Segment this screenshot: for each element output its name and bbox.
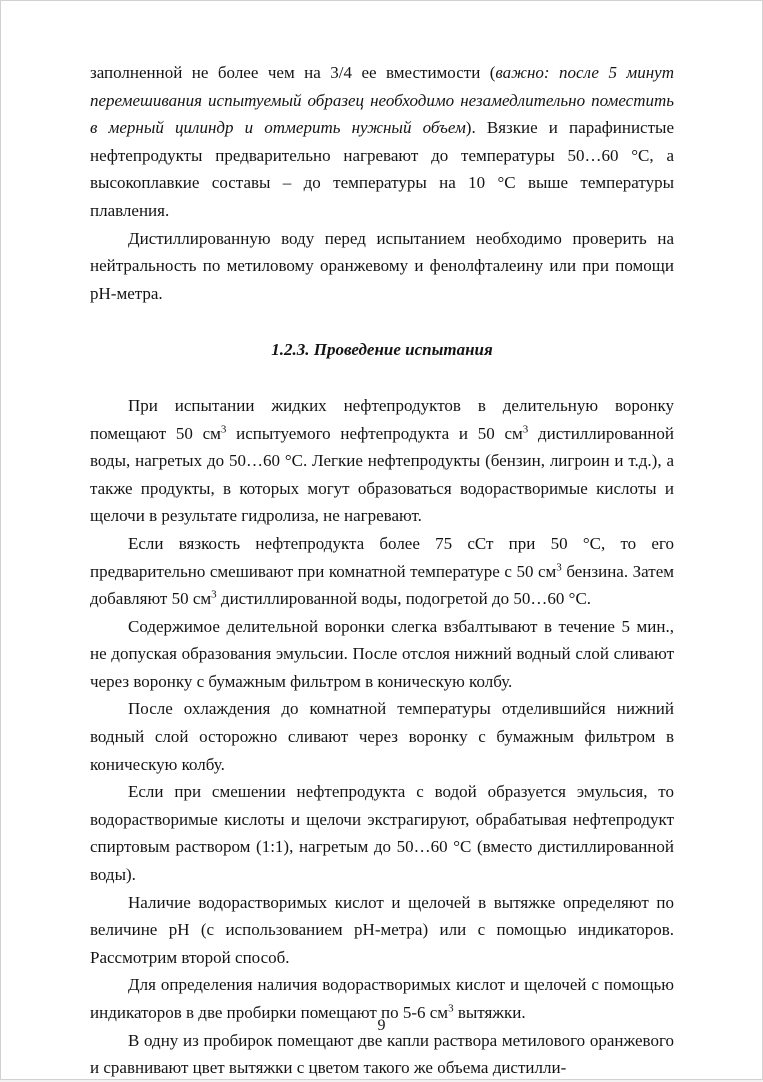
- section-heading: 1.2.3. Проведение испытания: [271, 340, 493, 360]
- text-segment: бензина. Затем добавляют 50 см: [90, 561, 674, 609]
- superscript: 3: [556, 560, 562, 573]
- text-segment: испытуемого нефтепродукта и 50 см: [226, 423, 523, 443]
- text-segment: После охлаждения до комнатной температуры отделившийся нижний водный слой осторожно сливают через воронку с бумажным фильтром в коническую колбу.: [90, 699, 674, 774]
- paragraph: [90, 613, 674, 696]
- paragraph: [90, 392, 674, 530]
- text-segment: дистиллированной воды, нагретых до 50…60 °С. Легкие нефтепродукты (бензин, лигроин и т.д.), а также продукты, в которых могут образоваться водорастворимые кислоты и щелочи в результате гидролиза, не нагревают.: [90, 423, 675, 526]
- text-segment: заполненной не более чем на 3/4 ее вместимости (: [90, 63, 496, 82]
- text-segment: ). Вязкие и парафинистые нефтепродукты предварительно нагревают до температуры 50…60 °С, а высокоплавкие составы – до температуры на 10 °С выше температуры плавления.: [90, 118, 674, 220]
- superscript: 3: [448, 1002, 454, 1015]
- paragraph: [90, 225, 674, 308]
- page-number: 9: [377, 1017, 386, 1034]
- superscript: 3: [211, 588, 217, 601]
- document-body: [90, 59, 674, 1082]
- text-segment: Дистиллированную воду перед испытанием необходимо проверить на нейтральность по метиловому оранжевому и фенолфталеину или при помощи рН-метра.: [90, 228, 674, 303]
- text-segment: Наличие водорастворимых кислот и щелочей в вытяжке определяют по величине рН (с использованием рН-метра) или с помощью индикаторов. Рассмотрим второй способ.: [90, 892, 674, 967]
- text-segment: дистиллированной воды, подогретой до 50…60 °С.: [216, 589, 592, 609]
- text-segment: важно: после 5 минут перемешивания испытуемый образец необходимо незамедлительно поместить в мерный цилиндр и отмерить нужный объем: [90, 63, 675, 138]
- paragraph: [90, 59, 674, 225]
- text-segment: При испытании жидких нефтепродуктов в делительную воронку помещают 50 см: [90, 395, 674, 443]
- text-segment: Содержимое делительной воронки слегка взбалтывают в течение 5 мин., не допуская образования эмульсии. После отслоя нижний водный слой сливают через воронку с бумажным фильтром в коническую колбу.: [90, 616, 674, 691]
- paragraph: [90, 530, 674, 613]
- text-segment: вытяжки.: [453, 1003, 526, 1022]
- text-segment: В одну из пробирок помещают две капли раствора метилового оранжевого и сравнивают цвет вытяжки с цветом такого же объема дистилли-: [90, 1030, 674, 1078]
- paragraph: [90, 889, 674, 972]
- text-segment: Если вязкость нефтепродукта более 75 сСт при 50 °С, то его предварительно смешивают при комнатной температуре с 50 см: [90, 533, 674, 581]
- text-segment: Если при смешении нефтепродукта с водой образуется эмульсия, то водорастворимые кислоты и щелочи экстрагируют, обрабатывая нефтепродукт спиртовым раствором (1:1), нагретым до 50…60 °С (вместо дистиллированной воды).: [90, 782, 674, 885]
- paragraph: [90, 778, 674, 888]
- text-segment: Для определения наличия водорастворимых кислот и щелочей с помощью индикаторов в две пробирки помещают по 5-6 см: [90, 975, 674, 1022]
- superscript: 3: [220, 422, 227, 435]
- superscript: 3: [522, 422, 529, 435]
- paragraph: [90, 695, 674, 778]
